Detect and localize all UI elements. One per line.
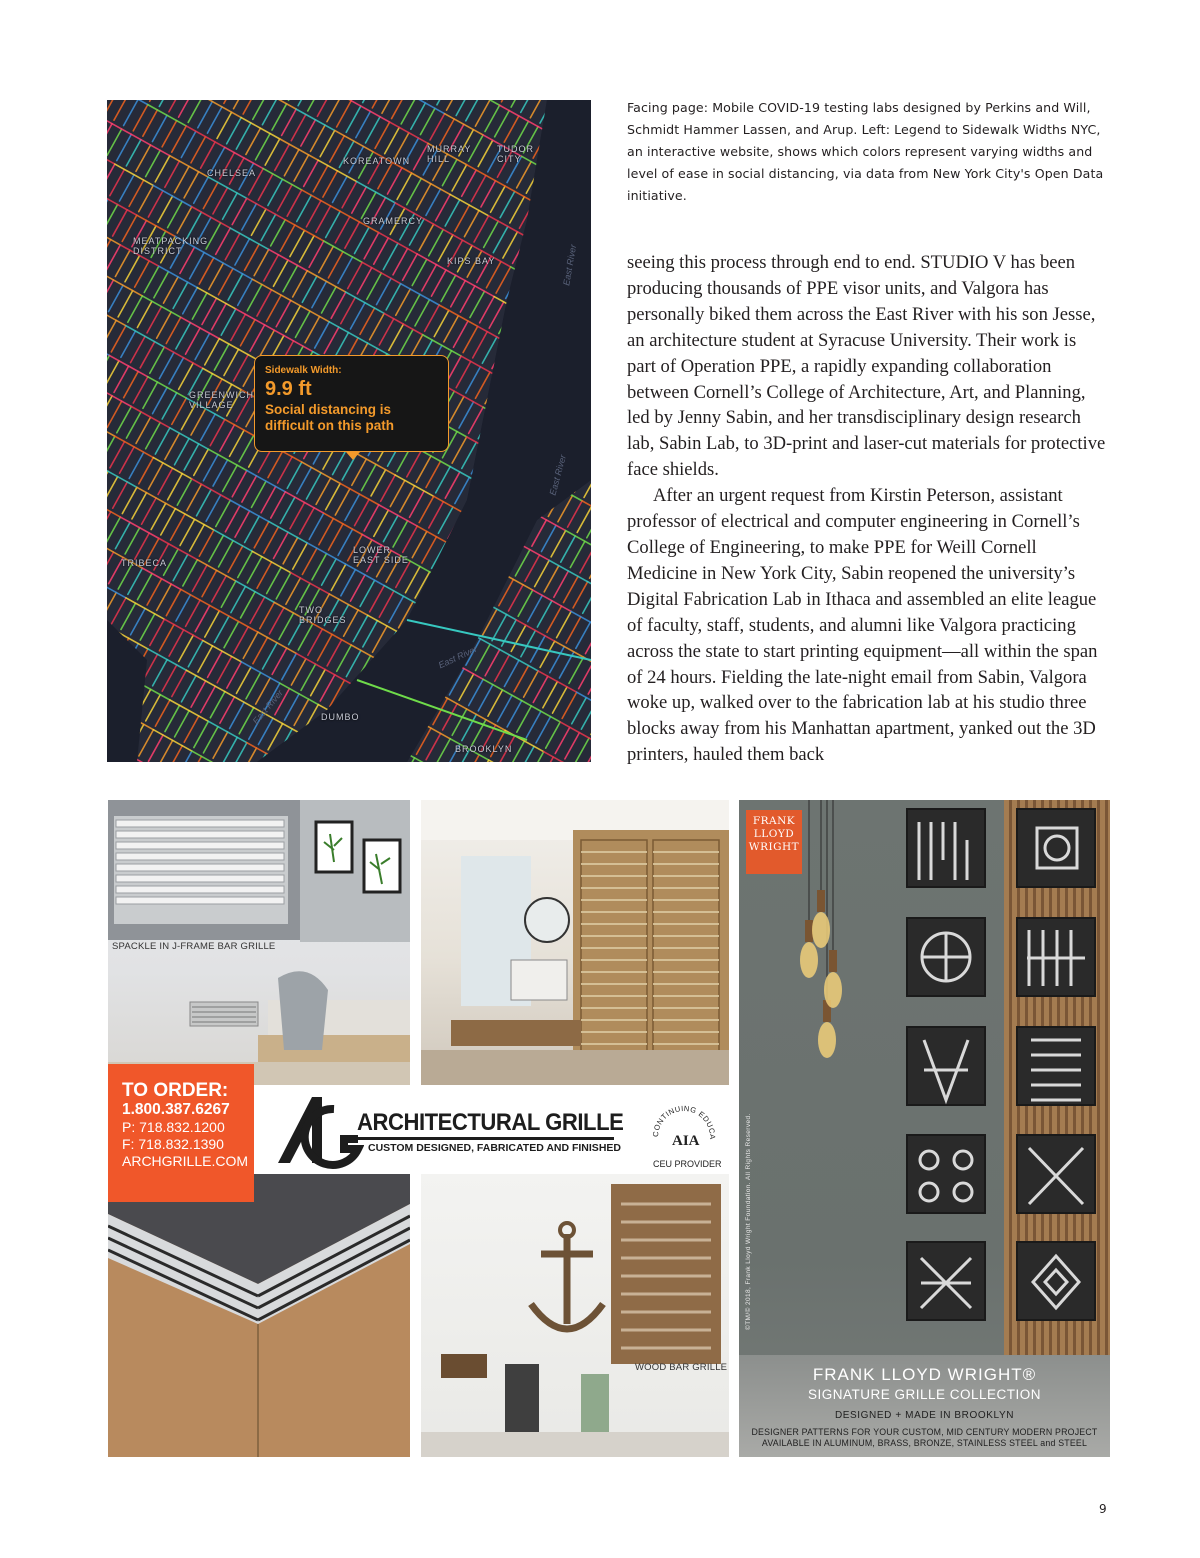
sidewalk-width-map bbox=[107, 100, 591, 762]
